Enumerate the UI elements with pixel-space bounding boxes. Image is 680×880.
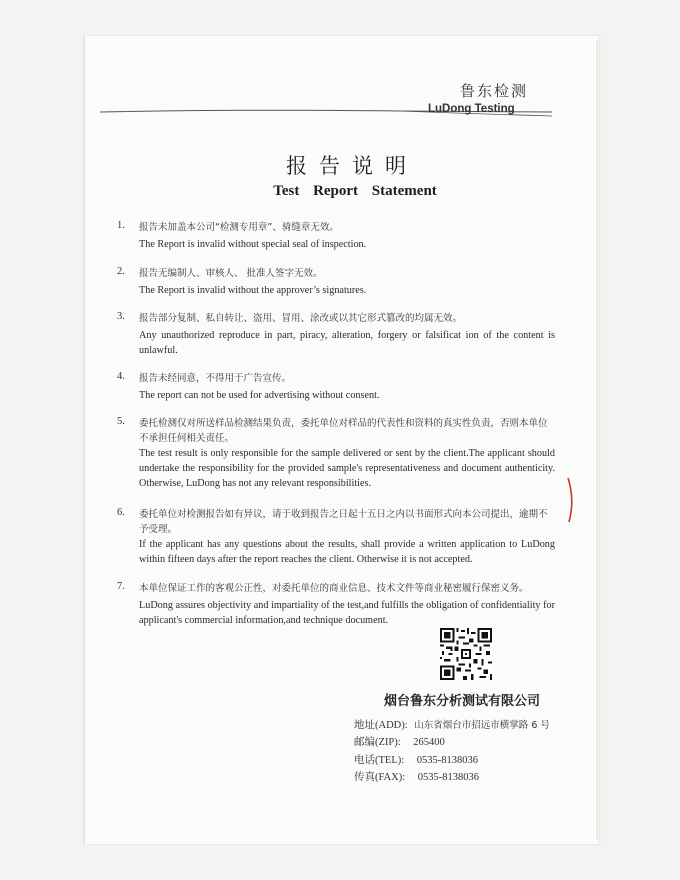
item-number: 1. (117, 220, 125, 231)
address-line (354, 717, 550, 732)
page-title-chinese: 报告说明 (286, 154, 418, 178)
item-number: 3. (117, 311, 125, 322)
item-text-chinese: 报告未加盖本公司“检测专用章”、骑缝章无效。 (139, 222, 339, 233)
item-text-english: Any unauthorized reproduce in part, piracy, alteration, forgery or falsificat ion of the content is unlawful. (139, 330, 555, 356)
item-text-chinese: 报告未经同意，不得用于广告宣传。 (139, 373, 292, 384)
zip-value: 265400 (413, 737, 445, 748)
item-number: 7. (117, 581, 125, 592)
page-title-english: Test Report Statement (273, 183, 437, 199)
item-text-english: LuDong assures objectivity and impartiality of the test,and fulfills the obligation of confidentiality for applicant's commercial information,and technique document. (139, 600, 555, 626)
fax-value: 0535-8138036 (417, 772, 480, 783)
fax-label: 传真(FAX): (354, 772, 406, 783)
company-name: 烟台鲁东分析测试有限公司 (384, 694, 541, 709)
item-text-chinese: 报告无编制人、审核人、 批准人签字无效。 (139, 268, 323, 279)
item-text-english: If the applicant has any questions about the results, shall provide a written application to LuDong within fifteen days after the report reaches the client. Otherwise it is not accepted. (139, 539, 555, 565)
zip-label: 邮编(ZIP): (354, 737, 401, 748)
address-label: 地址(ADD): (354, 720, 408, 731)
brand-name-chinese: 鲁东检测 (460, 82, 529, 100)
fax-line (354, 769, 479, 784)
tel-value: 0535-8138036 (416, 755, 479, 766)
address-value: 山东省烟台市招远市横掌路 6 号 (414, 720, 550, 731)
item-text-chinese: 委托单位对检测报告如有异议，请于收到报告之日起十五日之内以书面形式向本公司提出，逾期不予受理。 (139, 509, 548, 535)
brand-name-english: LuDong Testing (428, 103, 515, 115)
item-text-english: The report can not be used for advertising without consent. (139, 390, 380, 401)
qr-code-icon (440, 628, 492, 680)
item-text-chinese: 委托检测仅对所送样品检测结果负责，委托单位对样品的代表性和资料的真实性负责，否则本单位不承担任何相关责任。 (139, 418, 548, 444)
item-number: 5. (117, 416, 125, 427)
item-number: 4. (117, 371, 125, 382)
item-number: 2. (117, 266, 125, 277)
tel-line (354, 752, 478, 767)
red-seal-edge-mark (566, 476, 576, 524)
item-text-chinese: 本单位保证工作的客观公正性，对委托单位的商业信息、技术文件等商业秘密履行保密义务。 (139, 583, 529, 594)
item-text-english: The test result is only responsible for the sample delivered or sent by the client.The applicant should undertake the responsibility for the provided sample's representativeness and document authenticity. Otherwise, LuDong has not any relevant responsibilities. (139, 448, 555, 489)
item-text-english: The Report is invalid without the approver’s signatures. (139, 285, 367, 296)
item-number: 6. (117, 507, 125, 518)
zip-line (354, 734, 445, 749)
tel-label: 电话(TEL): (354, 755, 405, 766)
item-text-english: The Report is invalid without special seal of inspection. (139, 239, 367, 250)
item-text-chinese: 报告部分复制、私自转让、盗用、冒用、涂改或以其它形式篡改的均属无效。 (139, 313, 463, 324)
